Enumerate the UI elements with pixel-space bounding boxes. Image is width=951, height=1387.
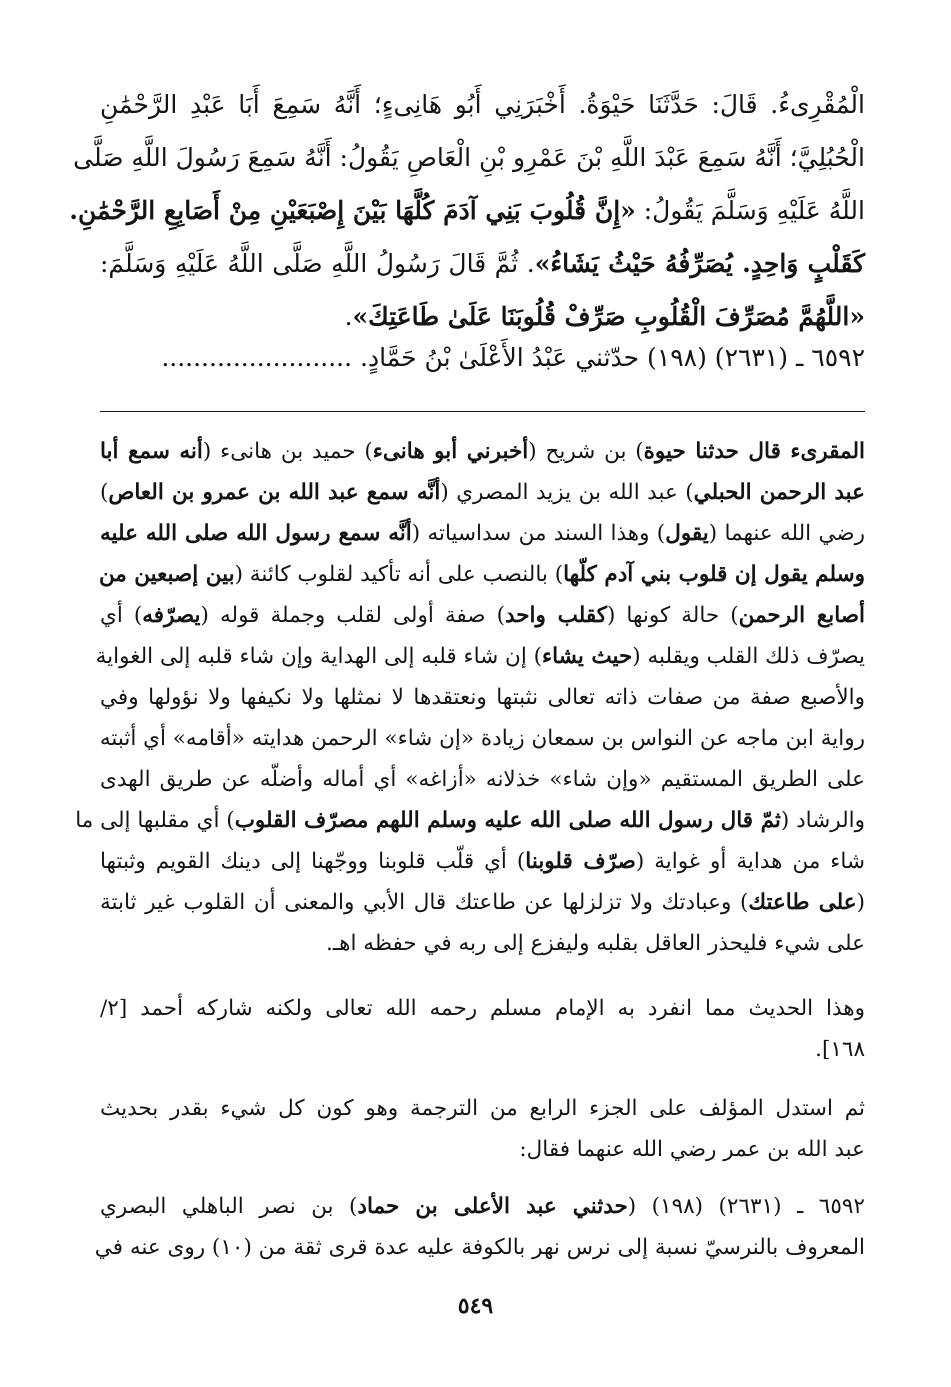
quoted-term: صرّف قلوبنا bbox=[525, 849, 636, 874]
hadith-text bbox=[69, 78, 865, 343]
paragraph-line bbox=[94, 1227, 865, 1268]
page-number: ٥٤٩ bbox=[457, 1293, 494, 1319]
commentary-span: على شيء فليحذر العاقل بقلبه وليفزع إلى ربه في حفظه اهـ. bbox=[326, 931, 865, 956]
paragraph-line bbox=[100, 988, 865, 1029]
quoted-term: يقول bbox=[665, 521, 709, 546]
paragraph-2 bbox=[100, 988, 865, 1070]
paragraph-span: عبد الله بن عمر رضي الله عنهما فقال: bbox=[519, 1137, 865, 1162]
quoted-term: ثمّ قال رسول الله صلى الله عليه وسلم اللهم مصرّف القلوب bbox=[234, 808, 781, 833]
commentary-span: ) حميد بن هانىء ( bbox=[202, 439, 373, 464]
quoted-term: أصابع الرحمن bbox=[738, 603, 865, 628]
hadith-text-span: اللَّهُ عَلَيْهِ وَسَلَّمَ يَقُولُ: bbox=[635, 196, 865, 225]
paragraph-span: وهذا الحديث مما انفرد به الإمام مسلم رحمه الله تعالى ولكنه شاركه أحمد [٢/ bbox=[100, 996, 865, 1021]
commentary-span: ( bbox=[856, 890, 865, 915]
commentary-span: ) بن شريح ( bbox=[528, 439, 644, 464]
commentary-line bbox=[100, 882, 865, 923]
hadith-text-span: . ثُمَّ قَالَ رَسُولُ اللَّهِ صَلَّى اللَّهُ عَلَيْهِ وَسَلَّمَ: bbox=[100, 249, 535, 278]
commentary-span: رضي الله عنهما ( bbox=[708, 521, 866, 546]
commentary-line bbox=[100, 595, 865, 636]
hadith-text-span: الْحُبُلِيَّ؛ أَنَّهُ سَمِعَ عَبْدَ اللَّهِ بْنَ عَمْرِو بْنِ الْعَاصِ يَقُولُ: أَنَّهُ سَمِعَ رَسُولَ اللَّهِ صَلَّى bbox=[73, 143, 865, 172]
hadith-line bbox=[100, 237, 865, 290]
commentary-span: ) عبد الله بن يزيد المصري ( bbox=[440, 480, 694, 505]
paragraph-line bbox=[100, 1186, 865, 1227]
commentary-span: والرشاد ( bbox=[780, 808, 865, 833]
hadith-line bbox=[73, 131, 865, 184]
commentary-span: ) إن شاء قلبه إلى الهداية وإن شاء قلبه إلى الغواية bbox=[95, 644, 543, 669]
commentary-line bbox=[75, 800, 865, 841]
quoted-term: يصرّفه bbox=[142, 603, 201, 628]
commentary-span: ) أي bbox=[100, 603, 143, 628]
paragraph-3 bbox=[100, 1088, 865, 1170]
commentary-line bbox=[100, 677, 865, 718]
footnote-divider bbox=[100, 411, 865, 412]
quoted-term: حدثني عبد الأعلى بن حماد bbox=[357, 1194, 628, 1219]
commentary-span: ) أي مقلبها إلى ما bbox=[75, 808, 235, 833]
commentary-span: والأصبع صفة من صفات ذاته تعالى نثبتها ونعتقدها لا نمثلها ولا نكيفها ولا نؤولها وفي bbox=[100, 685, 865, 710]
quoted-term: على طاعتك bbox=[748, 890, 857, 915]
commentary-span: ) حالة كونها ( bbox=[606, 603, 739, 628]
hadith-line bbox=[69, 184, 865, 237]
quoted-term: أنَّه سمع رسول الله صلى الله عليه bbox=[100, 521, 412, 546]
prophetic-saying: كَقَلْبٍ وَاحِدٍ. يُصَرِّفُهُ حَيْثُ يَشَاءُ» bbox=[534, 249, 865, 278]
commentary-span: يصرّف ذلك القلب ويقلبه ( bbox=[632, 644, 865, 669]
commentary-span: على الطريق المستقيم «وإن شاء» خذلانه «أزاغه» أي أماله وأضلّه عن طريق الهدى bbox=[100, 767, 865, 792]
commentary-line bbox=[95, 636, 865, 677]
paragraph-span: ٦٥٩٢ ـ (٢٦٣١) (١٩٨) ( bbox=[627, 1194, 865, 1219]
quoted-term: كقلب واحد bbox=[504, 603, 607, 628]
commentary-span: ) أي قلّب قلوبنا ووجّهنا إلى دينك القويم وثبتها bbox=[100, 849, 526, 874]
commentary-line bbox=[100, 841, 865, 882]
paragraph-span: ١٦٨]. bbox=[815, 1037, 865, 1062]
commentary-line bbox=[100, 431, 865, 472]
quoted-term: أنَّه سمع عبد الله بن عمرو بن العاص bbox=[108, 480, 441, 505]
hadith-text-span: الْمُقْرِىءُ. قَالَ: حَدَّثَنَا حَيْوَةُ. أَخْبَرَنِي أَبُو هَانِىءٍ؛ أَنَّهُ سَمِعَ أَبَا عَبْدِ الرَّحْمَٰنِ bbox=[100, 90, 865, 119]
quoted-term: وسلم يقول إن قلوب بني آدم كلّها bbox=[563, 562, 865, 587]
commentary-span: ) bbox=[100, 480, 109, 505]
commentary-line bbox=[100, 759, 865, 800]
paragraph-line bbox=[100, 1029, 865, 1070]
quoted-term: بين إصبعين من bbox=[98, 562, 235, 587]
commentary-span: ) بالنصب على أنه تأكيد لقلوب كائنة ( bbox=[234, 562, 564, 587]
commentary-line bbox=[100, 923, 865, 964]
quoted-term: المقرىء قال حدثنا حيوة bbox=[643, 439, 865, 464]
commentary-span: ) وهذا السند من سداسياته ( bbox=[411, 521, 666, 546]
quoted-term: أخبرني أبو هانىء bbox=[372, 439, 529, 464]
commentary-line bbox=[100, 554, 865, 595]
quoted-term: عبد الرحمن الحبلي bbox=[693, 480, 865, 505]
commentary-line bbox=[100, 718, 865, 759]
quoted-term: أنه سمع أبا bbox=[100, 439, 203, 464]
commentary-span: رواية ابن ماجه عن النواس بن سمعان زيادة «إن شاء» الرحمن هدايته «أقامه» أي أثبته bbox=[99, 726, 865, 751]
paragraph-span: ) بن نصر الباهلي البصري bbox=[100, 1194, 358, 1219]
hadith-text-span: . bbox=[344, 302, 353, 331]
prophetic-saying: «إِنَّ قُلُوبَ بَنِي آدَمَ كُلَّهَا بَيْنَ إِصْبَعَيْنِ مِنْ أَصَابِعِ الرَّحْمَٰنِ. bbox=[69, 196, 636, 225]
commentary-span: ) صفة أولى لقلب وجملة قوله ( bbox=[200, 603, 505, 628]
commentary-line bbox=[100, 472, 865, 513]
quoted-term: حيث يشاء bbox=[542, 644, 633, 669]
commentary-text bbox=[75, 431, 866, 964]
commentary-span: شاء من هداية أو غواية ( bbox=[635, 849, 865, 874]
next-hadith-heading: ٦٥٩٢ ـ (٢٦٣١) (١٩٨) حدّثني عَبْدُ الأَعْلَىٰ بْنُ حَمَّادٍ. ........................ bbox=[161, 343, 865, 372]
prophetic-saying: «اللَّهُمَّ مُصَرِّفَ الْقُلُوبِ صَرِّفْ قُلُوبَنَا عَلَىٰ طَاعَتِكَ» bbox=[352, 302, 865, 331]
paragraph-line bbox=[100, 1088, 865, 1129]
hadith-line bbox=[100, 78, 865, 131]
paragraph-4 bbox=[94, 1186, 865, 1268]
commentary-line bbox=[100, 513, 865, 554]
paragraph-span: ثم استدل المؤلف على الجزء الرابع من الترجمة وهو كون كل شيء بقدر بحديث bbox=[100, 1096, 865, 1121]
commentary-span: ) وعبادتك ولا تزلزلها عن طاعتك قال الأبي والمعنى أن القلوب غير ثابتة bbox=[100, 890, 749, 915]
paragraph-span: المعروف بالنرسيّ نسبة إلى نرس نهر بالكوفة عليه عدة قرى ثقة من (١٠) روى عنه في bbox=[94, 1235, 865, 1260]
paragraph-line bbox=[100, 1129, 865, 1170]
